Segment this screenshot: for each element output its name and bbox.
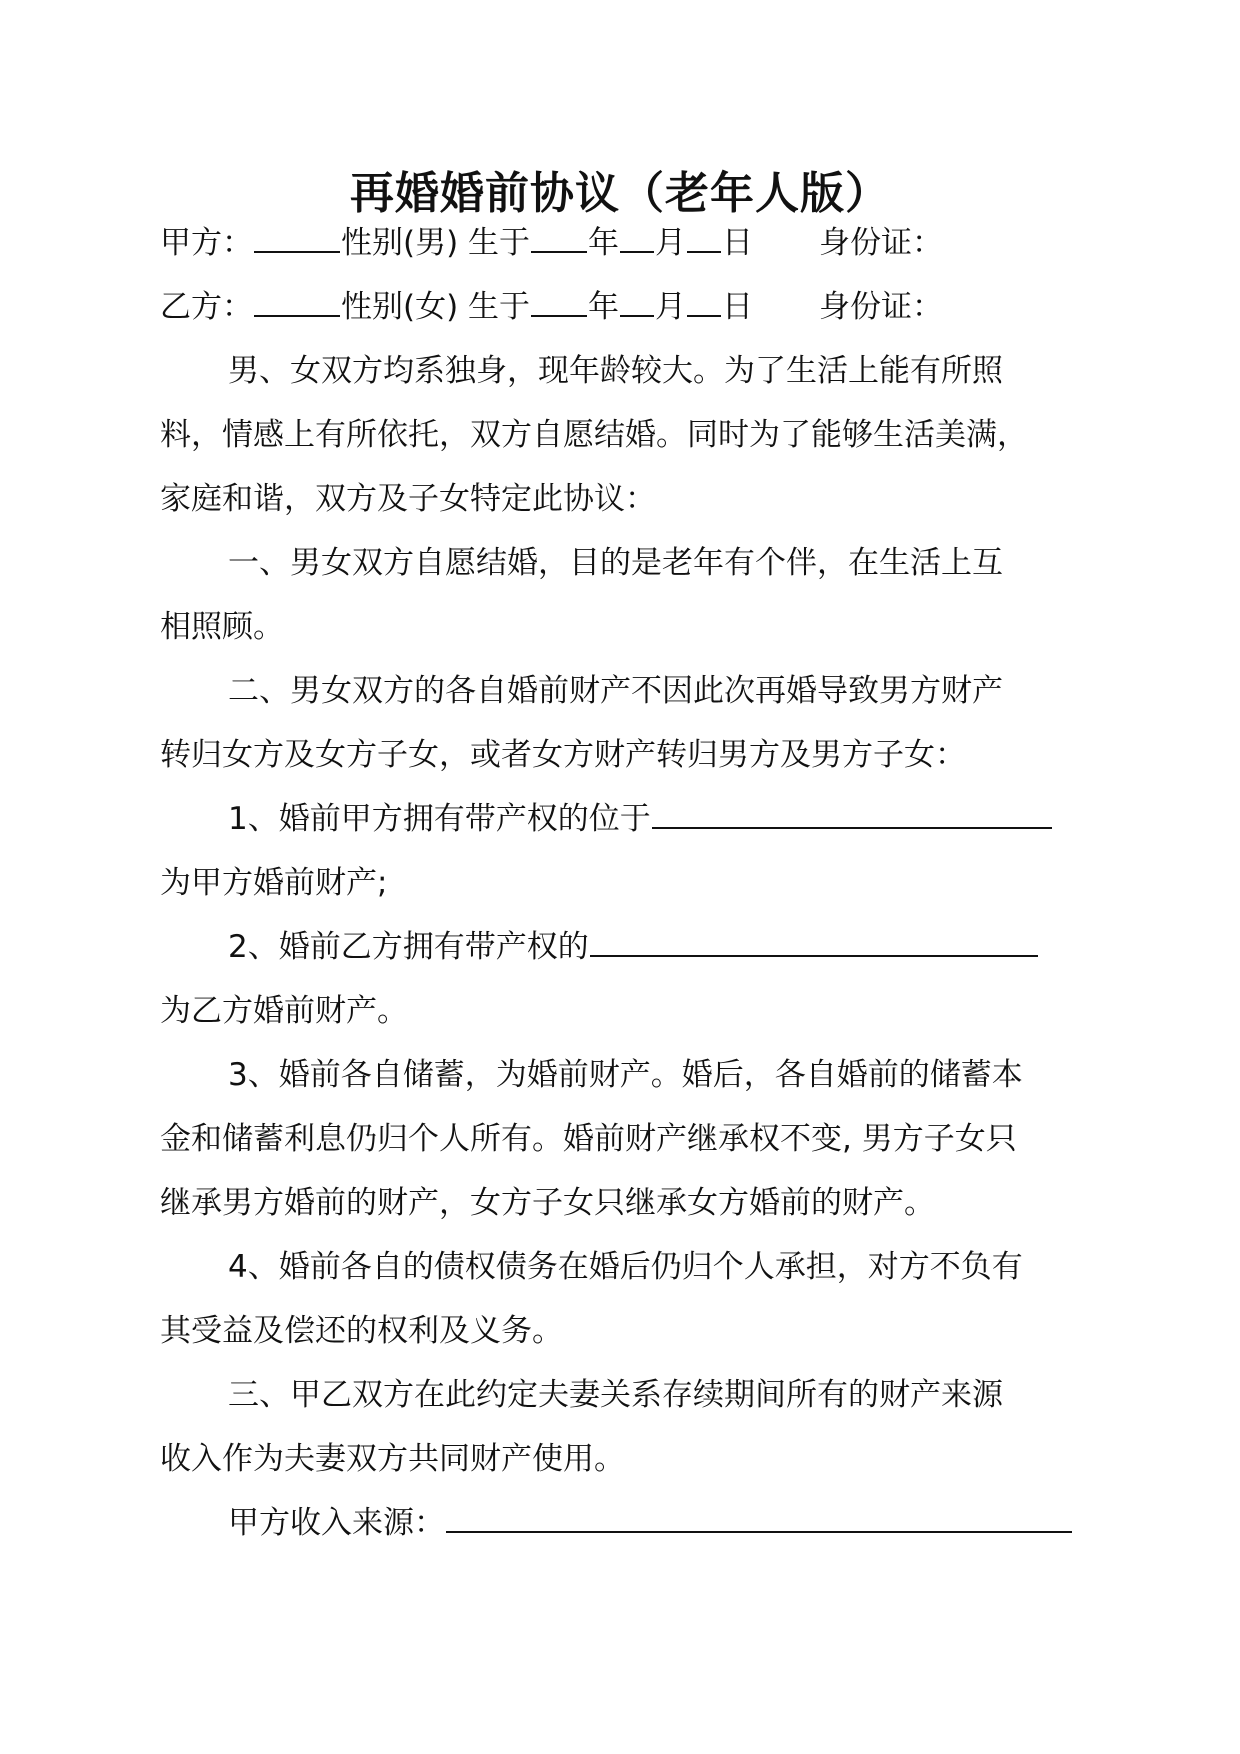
party-b-name-blank[interactable] xyxy=(254,314,340,317)
item-1-line-1 xyxy=(228,794,1053,844)
party-a-name-blank[interactable] xyxy=(254,250,340,253)
income-a-label: 甲方收入来源： xyxy=(228,1505,445,1541)
income-a-line xyxy=(228,1498,1073,1548)
party-a-month-label: 月 xyxy=(655,225,687,261)
item-1-location-blank[interactable] xyxy=(652,826,1052,829)
item-1-line-2: 为甲方婚前财产; xyxy=(160,865,388,901)
item-3-line-1: 3、婚前各自储蓄，为婚前财产。婚后，各自婚前的储蓄本 xyxy=(228,1057,1023,1093)
party-b-month-blank[interactable] xyxy=(620,314,654,317)
party-a-month-blank[interactable] xyxy=(620,250,654,253)
intro-line-1: 男、女双方均系独身，现年龄较大。为了生活上能有所照 xyxy=(228,353,1003,389)
clause-3-line-1: 三、甲乙双方在此约定夫妻关系存续期间所有的财产来源 xyxy=(228,1377,1003,1413)
party-b-id-label: 身份证： xyxy=(819,289,944,325)
document-title: 再婚婚前协议（老年人版） xyxy=(350,168,890,219)
item-1-text: 1、婚前甲方拥有带产权的位于 xyxy=(228,801,651,837)
item-2-text: 2、婚前乙方拥有带产权的 xyxy=(228,929,589,965)
clause-1-line-1: 一、男女双方自愿结婚，目的是老年有个伴，在生活上互 xyxy=(228,545,1003,581)
clause-2-line-1: 二、男女双方的各自婚前财产不因此次再婚导致男方财产 xyxy=(228,673,1003,709)
party-a-line xyxy=(160,218,943,268)
item-4-line-1: 4、婚前各自的债权债务在婚后仍归个人承担，对方不负有 xyxy=(228,1249,1023,1285)
party-a-gender: 性别(男) 生于 xyxy=(341,225,531,261)
clause-3-line-2: 收入作为夫妻双方共同财产使用。 xyxy=(160,1441,625,1477)
intro-line-3: 家庭和谐，双方及子女特定此协议： xyxy=(160,481,656,517)
item-2-line-1 xyxy=(228,922,1039,972)
item-3-line-2: 金和储蓄利息仍归个人所有。婚前财产继承权不变, 男方子女只 xyxy=(160,1121,1017,1157)
clause-1-line-2: 相照顾。 xyxy=(160,609,284,645)
party-b-day-label: 日 xyxy=(722,289,754,325)
intro-line-2: 料，情感上有所依托，双方自愿结婚。同时为了能够生活美满， xyxy=(160,417,1028,453)
clause-2-line-2: 转归女方及女方子女，或者女方财产转归男方及男方子女： xyxy=(160,737,966,773)
income-a-blank[interactable] xyxy=(446,1530,1072,1533)
party-b-year-blank[interactable] xyxy=(531,314,587,317)
party-b-label: 乙方： xyxy=(160,289,253,325)
item-3-line-3: 继承男方婚前的财产，女方子女只继承女方婚前的财产。 xyxy=(160,1185,935,1221)
party-b-gender: 性别(女) 生于 xyxy=(341,289,531,325)
party-a-year-label: 年 xyxy=(588,225,620,261)
party-b-day-blank[interactable] xyxy=(687,314,721,317)
party-b-month-label: 月 xyxy=(655,289,687,325)
party-b-year-label: 年 xyxy=(588,289,620,325)
party-a-id-label: 身份证： xyxy=(819,225,944,261)
party-a-label: 甲方： xyxy=(160,225,253,261)
party-b-line xyxy=(160,282,943,332)
item-2-line-2: 为乙方婚前财产。 xyxy=(160,993,408,1029)
item-4-line-2: 其受益及偿还的权利及义务。 xyxy=(160,1313,563,1349)
party-a-day-label: 日 xyxy=(722,225,754,261)
party-a-year-blank[interactable] xyxy=(531,250,587,253)
party-a-day-blank[interactable] xyxy=(687,250,721,253)
item-2-property-blank[interactable] xyxy=(590,954,1038,957)
